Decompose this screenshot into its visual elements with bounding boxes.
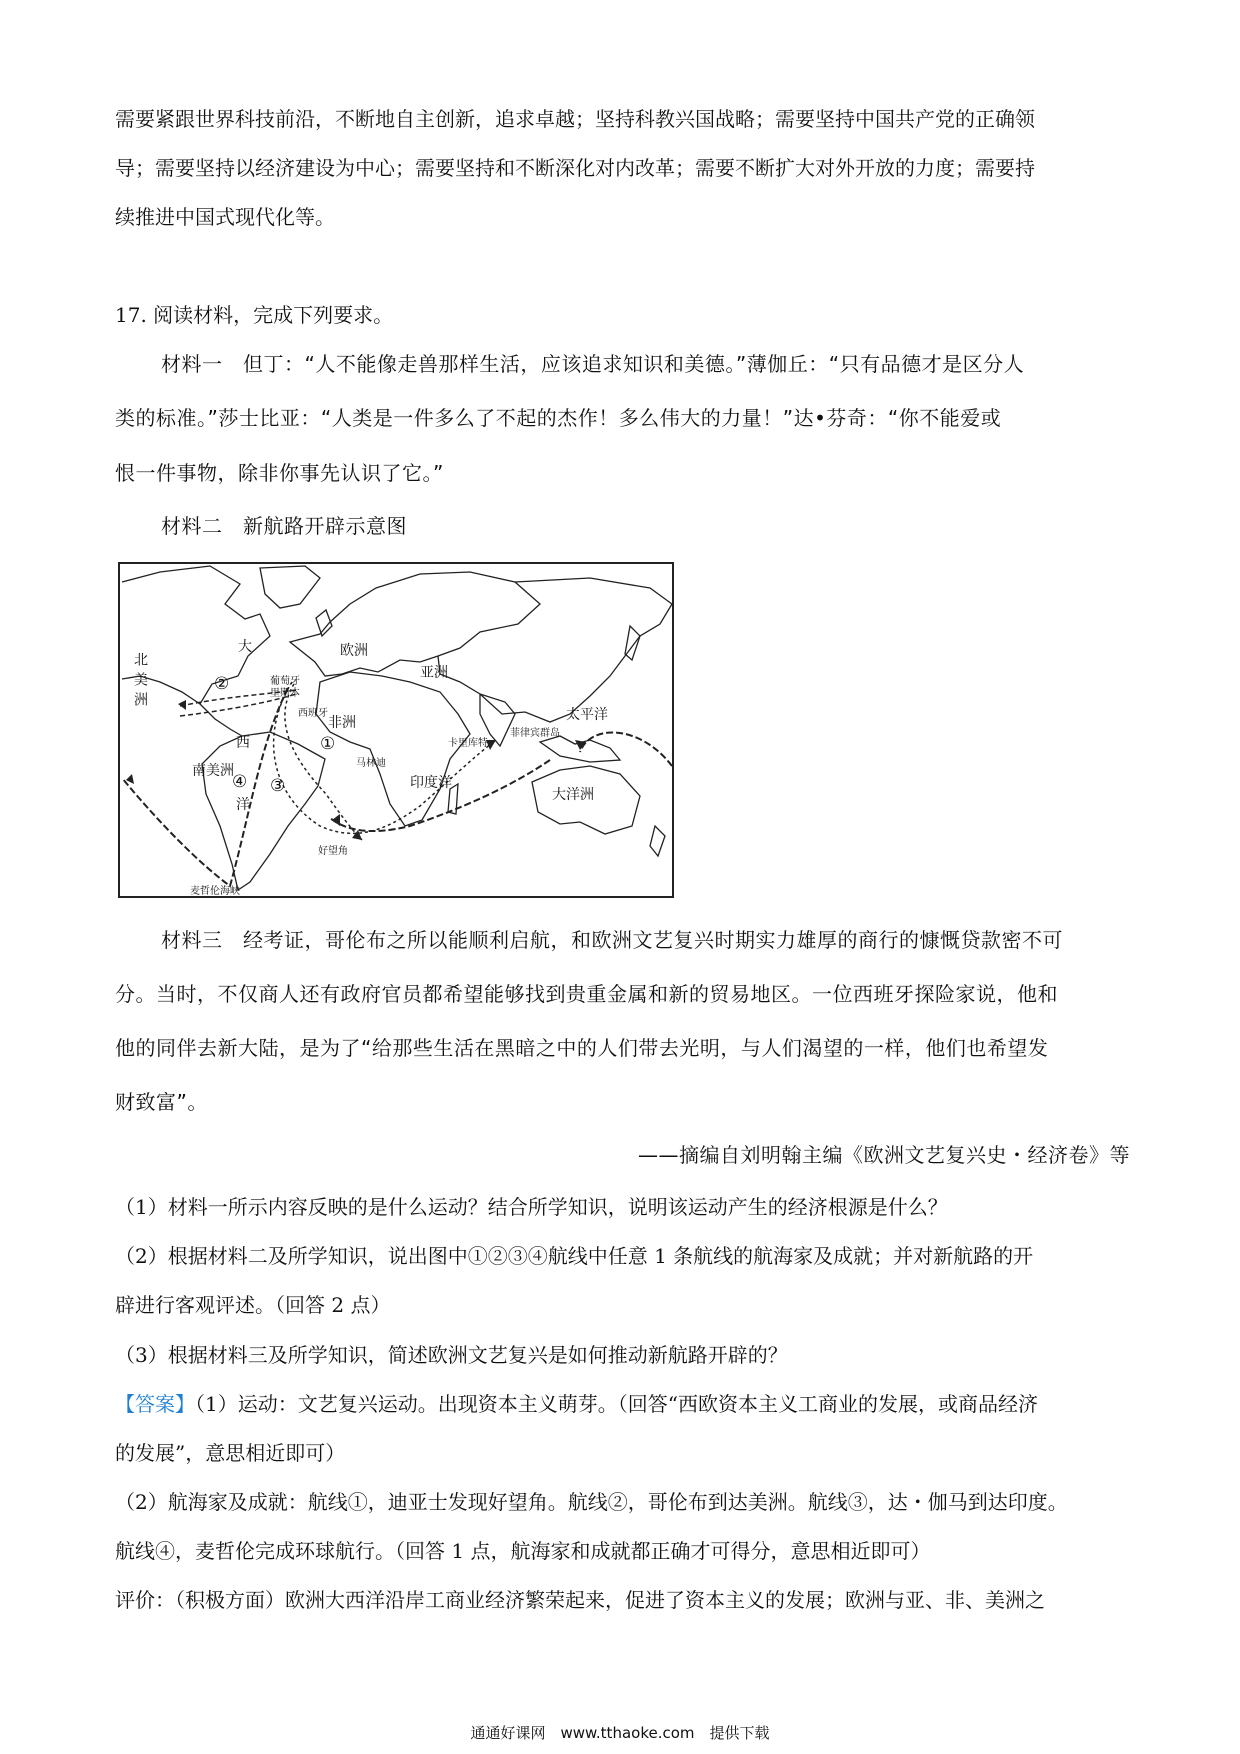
material3-line-4: 财致富”。 [115, 1090, 208, 1114]
label-north-america: 北美洲 [132, 652, 148, 712]
greenland-outline [260, 566, 320, 608]
label-route-2: ② [214, 674, 230, 694]
material3-line-3: 他的同伴去新大陆，是为了“给那些生活在黑暗之中的人们带去光明，与人们渴望的一样，他们也希望发 [115, 1036, 1049, 1060]
label-atlantic-yang: 洋 [236, 797, 250, 813]
answer-line-1-text: （1）运动：文艺复兴运动。出现资本主义萌芽。（回答“西欧资本主义工商业的发展，或商品经济 [195, 1392, 1038, 1416]
intro-line-1: 需要紧跟世界科技前沿，不断地自主创新，追求卓越；坚持科教兴国战略；需要坚持中国共产党的正确领 [115, 107, 1035, 131]
page-footer: 通通好课网 www.tthaoke.com 提供下载 [470, 1724, 770, 1742]
new-sea-routes-map [118, 562, 674, 898]
material1-line-3: 恨一件事物，除非你事先认识了它。” [115, 461, 444, 485]
label-malindi: 马林迪 [356, 758, 386, 769]
material3-source: ——摘编自刘明翰主编《欧洲文艺复兴史・经济卷》等 [638, 1143, 1130, 1167]
label-route-1: ① [320, 734, 336, 754]
sub-question-2-line-1: （2）根据材料二及所学知识，说出图中①②③④航线中任意 1 条航线的航海家及成就；并对新航路的开 [115, 1244, 1034, 1268]
label-indian-ocean: 印度洋 [410, 775, 452, 791]
label-calicut: 卡里库特 [448, 738, 488, 749]
question-title: 17. 阅读材料，完成下列要求。 [115, 303, 394, 327]
answer-line-2: 的发展”，意思相近即可） [115, 1441, 346, 1465]
label-south-america: 南美洲 [192, 763, 234, 779]
label-philippines: 菲律宾群岛 [510, 728, 560, 739]
intro-line-3: 续推进中国式现代化等。 [115, 205, 335, 229]
arrow-2 [126, 774, 134, 784]
route-4-indian [330, 760, 550, 831]
label-europe: 欧洲 [340, 643, 368, 659]
material1-line-1: 材料一 但丁：“人不能像走兽那样生活，应该追求知识和美德。”薄伽丘：“只有品德才是区分人 [161, 352, 1025, 376]
label-pacific: 太平洋 [566, 707, 608, 723]
label-spain: 西班牙 [298, 708, 328, 719]
label-africa: 非洲 [328, 715, 356, 731]
sub-question-2-line-2: 辟进行客观评述。（回答 2 点） [115, 1293, 391, 1317]
africa-outline [316, 672, 470, 826]
sub-question-1: （1）材料一所示内容反映的是什么运动？结合所学知识，说明该运动产生的经济根源是什么？ [115, 1195, 948, 1219]
answer-tag: 【答案】 [115, 1392, 195, 1416]
label-route-4: ④ [232, 772, 248, 792]
route-4-pacific [580, 732, 672, 766]
label-magellan: 麦哲伦海峡 [190, 886, 240, 897]
answer-line-1 [115, 1391, 1038, 1417]
map-drawing [120, 564, 672, 896]
europe-outline [290, 572, 540, 676]
asia-outline [438, 578, 672, 722]
arrow-1 [178, 700, 186, 710]
label-atlantic-da: 大 [238, 639, 252, 655]
label-cape: 好望角 [318, 846, 348, 857]
sub-question-3: （3）根据材料三及所学知识，简述欧洲文艺复兴是如何推动新航路开辟的？ [115, 1343, 788, 1367]
material3-line-1: 材料三 经考证，哥伦布之所以能顺利启航，和欧洲文艺复兴时期实力雄厚的商行的慷慨贷款密不可 [161, 928, 1063, 952]
answer-line-3: （2）航海家及成就：航线①，迪亚士发现好望角。航线②，哥伦布到达美洲。航线③，达・伽马到达印度。 [115, 1490, 1068, 1514]
new-zealand-outline [650, 826, 665, 856]
material1-line-2: 类的标准。”莎士比亚：“人类是一件多么了不起的杰作！多么伟大的力量！”达•芬奇：“你不能爱或 [115, 406, 1002, 430]
material3-line-2: 分。当时，不仅商人还有政府官员都希望能够找到贵重金属和新的贸易地区。一位西班牙探险家说，他和 [115, 982, 1058, 1006]
japan-outline [625, 626, 640, 660]
label-asia: 亚洲 [420, 665, 448, 681]
label-atlantic-xi: 西 [236, 735, 250, 751]
intro-line-2: 导；需要坚持以经济建设为中心；需要坚持和不断深化对内改革；需要不断扩大对外开放的力度；需要持 [115, 156, 1035, 180]
label-route-3: ③ [270, 776, 286, 796]
arrow-4 [332, 814, 340, 826]
label-oceania: 大洋洲 [552, 787, 594, 803]
answer-line-4: 航线④，麦哲伦完成环球航行。（回答 1 点，航海家和成就都正确才可得分，意思相近即可） [115, 1539, 931, 1563]
answer-line-5: 评价：（积极方面）欧洲大西洋沿岸工商业经济繁荣起来，促进了资本主义的发展；欧洲与亚、非、美洲之 [115, 1588, 1045, 1612]
label-portugal-lisbon: 葡萄牙 里斯本 [270, 676, 300, 699]
material2-title: 材料二 新航路开辟示意图 [161, 514, 407, 538]
